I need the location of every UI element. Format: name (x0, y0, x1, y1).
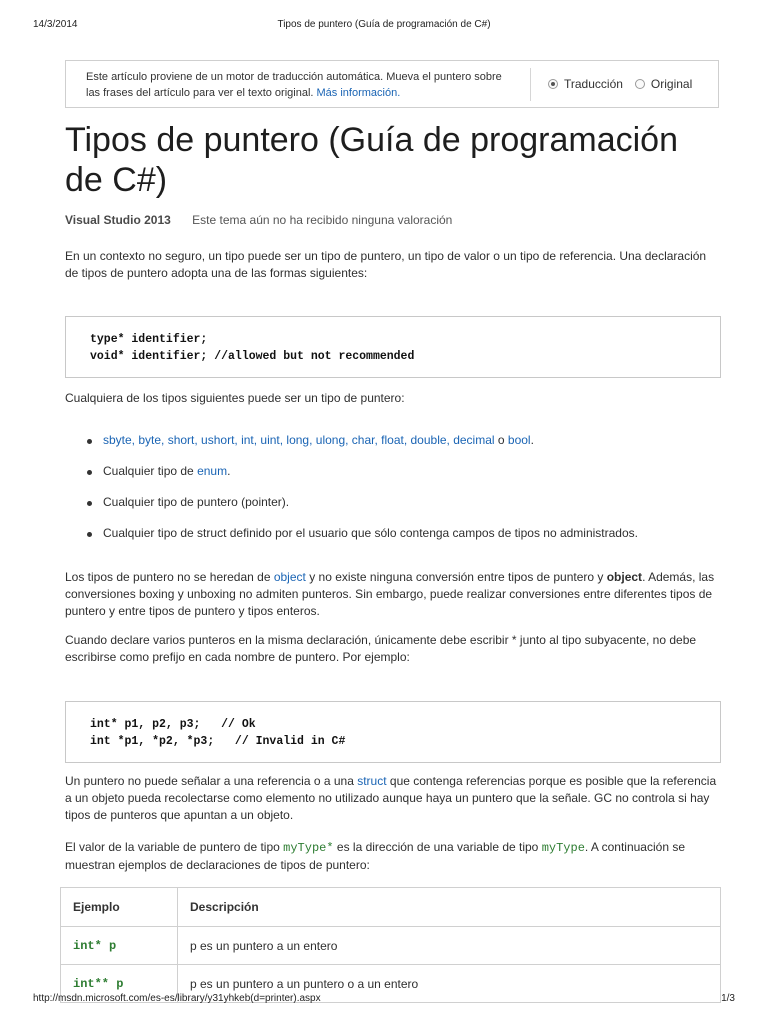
enum-link[interactable]: enum (197, 464, 228, 478)
radio-translation[interactable] (548, 79, 558, 89)
article-meta (65, 213, 452, 227)
table-cell: int** p (61, 965, 178, 1003)
code-line: void* identifier; //allowed but not recommended (90, 350, 415, 363)
print-url: http://msdn.microsoft.com/es-es/library/y31yhkeb(d=printer).aspx (33, 993, 321, 1004)
code-line: type* identifier; (90, 333, 208, 346)
struct-link[interactable]: struct (357, 774, 387, 788)
code-line: int *p1, *p2, *p3; // Invalid in C# (90, 735, 346, 748)
print-page-number: 1/3 (721, 993, 735, 1004)
para-text: Un puntero no puede señalar a una referencia o a una (65, 774, 358, 788)
code-block-example (65, 701, 721, 763)
table-cell: int* p (61, 927, 178, 965)
print-date: 14/3/2014 (33, 19, 78, 30)
translation-toggle (548, 77, 704, 91)
list-item (65, 525, 721, 556)
intro-paragraph: En un contexto no seguro, un tipo puede ser un tipo de puntero, un tipo de valor o un tipo de referencia. Una declaración de tipos de puntero adopta una de las formas siguientes: (65, 249, 707, 280)
radio-translation-label[interactable]: Traducción (564, 77, 623, 91)
radio-original[interactable] (635, 79, 645, 89)
list-intro: Cualquiera de los tipos siguientes puede ser un tipo de puntero: (65, 391, 405, 405)
list-item (65, 432, 721, 463)
print-header-title: Tipos de puntero (Guía de programación de C#) (277, 19, 491, 30)
multiple-declaration-paragraph: Cuando declare varios punteros en la misma declaración, únicamente debe escribir * junto al tipo subyacente, no debe escribirse como prefijo en cada nombre de puntero. Por ejemplo: (65, 633, 697, 664)
list-item (65, 494, 721, 525)
list-text: Cualquier tipo de puntero (pointer). (103, 495, 290, 509)
object-keyword: object (606, 570, 643, 584)
object-link[interactable]: object (273, 570, 306, 584)
para-text: Los tipos de puntero no se heredan de (65, 570, 274, 584)
inline-code: myType* (283, 841, 334, 855)
para-text: que contenga referencias porque es posible que la referencia a un objeto pueda recolectarse como elemento no utilizado aunque haya un puntero que la señale. GC no controla si hay tipos de punteros que apuntan a un objeto. (65, 774, 717, 822)
para-text: es la dirección de una variable de tipo (333, 840, 542, 854)
table-header-row (61, 888, 721, 927)
list-text: o (494, 433, 508, 447)
para-text: El valor de la variable de puntero de tipo (65, 840, 284, 854)
banner-text (86, 69, 506, 101)
column-header: Descripción (178, 888, 721, 927)
list-text: . (227, 464, 231, 478)
list-text: Cualquier tipo de (103, 464, 198, 478)
banner-divider (530, 68, 531, 101)
banner-message: Este artículo proviene de un motor de traducción automática. Mueva el puntero sobre las frases del artículo para ver el texto original. (86, 71, 502, 99)
more-info-link[interactable]: Más información. (316, 87, 401, 99)
pointer-value-paragraph (65, 839, 720, 874)
para-text: . Además, las conversiones boxing y unboxing no admiten punteros. Sin embargo, puede realizar conversiones entre diferentes tipos de puntero y entre tipos de puntero y tipos enteros. (65, 570, 715, 618)
list-text: . (530, 433, 534, 447)
pointer-examples-table (60, 887, 721, 1003)
page-title: Tipos de puntero (Guía de programación de C#) (65, 121, 678, 199)
bool-link[interactable]: bool (507, 433, 531, 447)
code-line: int* p1, p2, p3; // Ok (90, 718, 256, 731)
translation-banner (65, 60, 719, 108)
table-cell: p es un puntero a un puntero o a un entero (178, 965, 721, 1003)
table-row (61, 927, 721, 965)
struct-reference-paragraph (65, 773, 720, 824)
inline-code: myType (541, 841, 585, 855)
code-block-text (66, 702, 720, 764)
table-cell: p es un puntero a un entero (178, 927, 721, 965)
pointer-type-list (65, 432, 721, 556)
inheritance-paragraph (65, 569, 720, 620)
column-header: Ejemplo (61, 888, 178, 927)
para-text: y no existe ninguna conversión entre tipos de puntero y (305, 570, 607, 584)
radio-original-label[interactable]: Original (650, 77, 693, 91)
para-text: . A continuación se muestran ejemplos de declaraciones de tipos de puntero: (65, 840, 685, 872)
rating-status: Este tema aún no ha recibido ninguna valoración (192, 213, 453, 227)
list-item (65, 463, 721, 494)
numeric-types-links[interactable]: sbyte, byte, short, ushort, int, uint, long, ulong, char, float, double, decimal (103, 433, 495, 447)
code-block-declaration (65, 316, 721, 378)
code-block-text (66, 317, 720, 379)
list-text: Cualquier tipo de struct definido por el usuario que sólo contenga campos de tipos no administrados. (103, 526, 638, 540)
product-version: Visual Studio 2013 (65, 213, 171, 227)
